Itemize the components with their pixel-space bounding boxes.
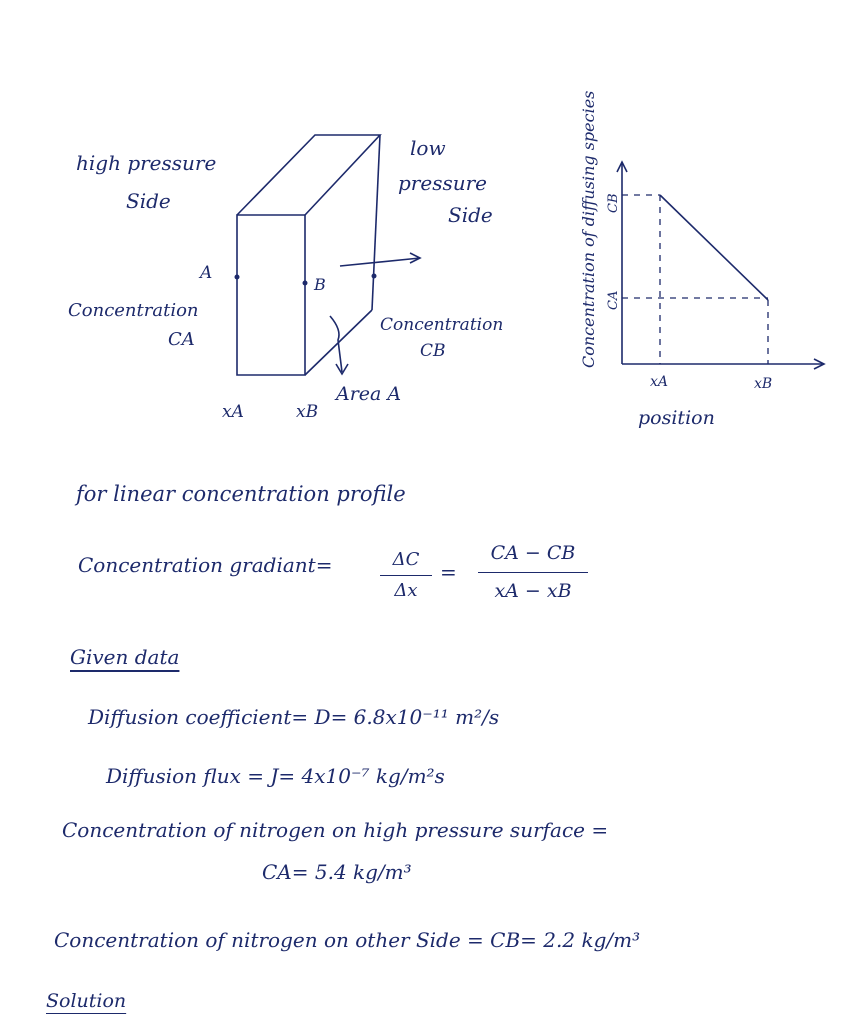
- tick-ca-label: CA: [606, 290, 621, 310]
- slab-top-face: [237, 135, 380, 215]
- high-side-line-2: Side: [126, 189, 171, 213]
- low-side-line-3: Side: [448, 203, 493, 227]
- fraction-bar-2: [478, 572, 588, 573]
- conc-b-label-2: CB: [420, 341, 446, 361]
- low-side-line-1: low: [410, 136, 446, 160]
- slab-diagram: [0, 0, 560, 440]
- linear-profile-heading: for linear concentration profile: [76, 482, 406, 506]
- xa-label: xA: [222, 402, 244, 422]
- point-b-label: B: [314, 275, 326, 294]
- tick-xb-label: xB: [754, 376, 773, 392]
- tick-cb-label: CB: [606, 193, 621, 213]
- gradient-label: Concentration gradiant=: [78, 553, 333, 577]
- profile-line: [660, 195, 768, 300]
- delta-x: Δx: [394, 580, 418, 601]
- area-label: Area A: [336, 383, 402, 405]
- high-pressure-surface-line: Concentration of nitrogen on high pressure surface =: [62, 818, 609, 842]
- high-side-line-1: high pressure: [76, 151, 217, 175]
- conc-a-label-2: CA: [168, 329, 195, 350]
- solution-heading: Solution: [46, 990, 127, 1012]
- diffusion-coefficient-line: Diffusion coefficient= D= 6.8x10⁻¹¹ m²/s: [88, 705, 500, 729]
- flux-arrow: [340, 258, 420, 266]
- conc-b-label-1: Concentration: [380, 315, 504, 335]
- concentration-profile-plot: [566, 0, 846, 460]
- equals-sign: =: [440, 560, 457, 584]
- point-a-dot: [235, 275, 240, 280]
- denominator: xA − xB: [494, 580, 572, 602]
- low-side-line-2: pressure: [398, 171, 488, 195]
- x-axis-label: position: [638, 407, 715, 429]
- xb-label: xB: [296, 402, 319, 422]
- ca-value-line: CA= 5.4 kg/m³: [262, 860, 412, 884]
- numerator: CA − CB: [490, 542, 576, 564]
- other-side-line: Concentration of nitrogen on other Side = CB= 2.2 kg/m³: [54, 928, 641, 952]
- given-data-heading: Given data: [70, 645, 180, 669]
- delta-c: ΔC: [392, 549, 420, 570]
- slab-front-face: [237, 215, 305, 375]
- diffusion-flux-line: Diffusion flux = J= 4x10⁻⁷ kg/m²s: [106, 764, 445, 788]
- point-a-label: A: [200, 263, 213, 283]
- tick-xa-label: xA: [650, 374, 669, 390]
- point-c-dot: [372, 274, 377, 279]
- point-b-dot: [303, 281, 308, 286]
- fraction-bar-1: [380, 575, 432, 576]
- slab-right-edge: [372, 135, 380, 310]
- conc-a-label-1: Concentration: [68, 300, 199, 321]
- y-axis-label: Concentration of diffusing species: [579, 90, 598, 368]
